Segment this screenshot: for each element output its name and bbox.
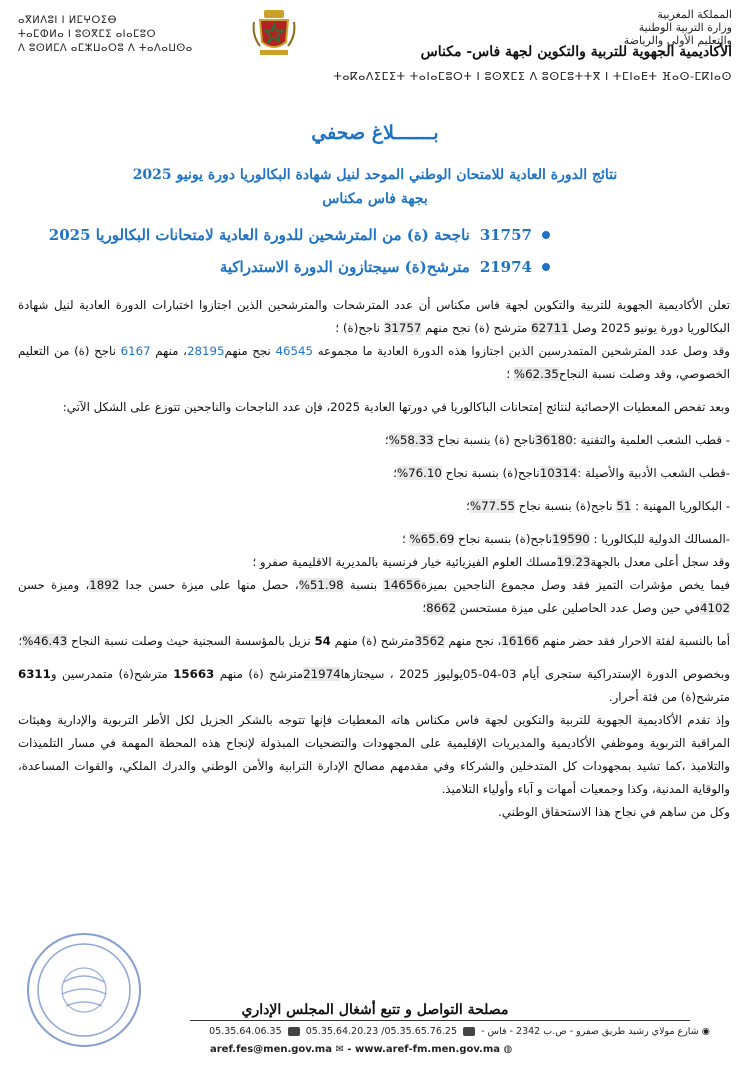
stream-item: [18, 429, 730, 452]
text: وقد وصل عدد المترشحين المتمدرسين الذين اجتازوا هذه الدورة العادية ما مجموعه: [313, 344, 730, 358]
highlight-number: 21974: [479, 258, 532, 276]
free-pass-rate: 46.43%: [22, 634, 68, 648]
text: ؛: [422, 601, 427, 615]
text: نزيل بالمؤسسة السجنية حيث وصلت نسبة النجاح: [67, 634, 315, 648]
text: ؛: [384, 433, 389, 447]
highlight-item: [48, 226, 550, 244]
passed-total: 31757: [383, 321, 422, 335]
tifinagh-line-1: ⴰⴳⵍⴷⵓⵏ ⵏ ⵍⵎⵖⵔⵉⴱ: [18, 15, 117, 26]
text: بنسبة: [343, 578, 384, 592]
stream-rate: 65.69%: [409, 532, 455, 546]
separator: -: [347, 1044, 355, 1055]
schooled-passed: 28195: [186, 344, 225, 358]
stream-item: [18, 528, 730, 551]
stream-count: 36180: [535, 433, 573, 447]
text: ناجح (ة) بنسبة نجاح: [433, 433, 536, 447]
text: -المسالك الدولية للبكالوريا :: [589, 532, 730, 546]
text: ؛: [18, 634, 23, 648]
address-text: شارع مولاي رشيد طريق صفرو - ص.ب 2342 - فاس -: [481, 1026, 699, 1037]
honors-total: 14656: [383, 578, 421, 592]
highlight-number: 31757: [479, 226, 532, 244]
subtitle-line-2: بجهة فاس مكناس: [322, 191, 428, 207]
text: نجح منهم: [224, 344, 276, 358]
stream-count: 10314: [539, 466, 578, 480]
stream-count: 51: [616, 499, 632, 513]
stream-rate: 77.55%: [469, 499, 515, 513]
footer-title: مصلحة التواصل و تتبع أشغال المجلس الإداري: [241, 1002, 509, 1018]
globe-icon: ◍: [503, 1044, 513, 1055]
text: مسلك العلوم الفيزيائية خيار فرنسية بالمديرية الاقليمية صفرو ؛: [252, 555, 557, 569]
text: ، وميزة حسن: [18, 578, 90, 592]
catchup-schooled: 15663: [173, 667, 215, 681]
stream-item: [18, 462, 730, 485]
text: ناجح(ة) بنسبة نجاح: [514, 499, 617, 513]
text: مترشح(ة) من فئة أحرار.: [608, 690, 730, 704]
text: فيما يخص مؤشرات التميز فقد وصل مجموع الناجحين بميزة: [420, 578, 731, 592]
bullet-icon: [542, 263, 550, 271]
footer-divider: [190, 1020, 690, 1021]
stream-count: 19590: [552, 532, 590, 546]
paragraph-thanks: وإذ تقدم الأكاديمية الجهوية للتربية والتكوين لجهة فاس مكناس هاته المعطيات فإنها تتوجه بالشكر الجزيل لكل الأطر التربوية والإدارية وهيئات المراقبة التربوية وموظفي الأكاديمية والمديريات الإقليمية على المجهودات والتضحيات المبذولة لإنجاح هذه المحطة المهمة في مسار التلميذات والتلاميذ ،كما تشيد بمجهودات كل المتدخلين والشركاء وفي مقدمهم مصالح الإدارة الترابية والأمن الوطني والدرك الملكي، والقوات المساعدة، والوقاية المدنية، وكذا وجمعيات أمهات و آباء وأولياء التلاميذ.: [18, 713, 730, 796]
text: ؛: [466, 499, 470, 513]
text: ؛: [401, 532, 410, 546]
fax-number: 05.35.64.06.35: [209, 1026, 282, 1037]
catchup-total: 21974: [303, 667, 341, 681]
schooled-total: 46545: [275, 344, 314, 358]
text: - البكالوريا المهنية :: [631, 499, 730, 513]
free-attended: 16166: [501, 634, 539, 648]
email-icon: ✉: [335, 1044, 348, 1055]
text: مترشح (ة) منهم: [330, 634, 415, 648]
highlights-list: [48, 226, 550, 290]
paragraph-overall: [18, 294, 730, 340]
fair-count: 8662: [426, 601, 457, 615]
paragraph-closing: وكل من ساهم في نجاح هذا الاستحقاق الوطني.: [498, 805, 730, 819]
text: مترشح(ة) متمدرسين و: [50, 667, 174, 681]
text: ، نجح منهم: [444, 634, 502, 648]
ministry-label-2: والتعليم الأولي والرياضة: [623, 34, 732, 47]
highlight-item: [190, 258, 550, 276]
press-release-body: [18, 294, 730, 824]
paragraph-free-candidates: [18, 630, 730, 653]
candidates-total: 62711: [531, 321, 569, 335]
location-icon: ◉: [701, 1026, 710, 1037]
website-link[interactable]: www.aref-fm.men.gov.ma: [354, 1044, 501, 1055]
phone-numbers: 05.35.65.76.25/ 05.35.64.20.23: [305, 1026, 458, 1037]
highlight-text: مترشح(ة) سيجتازون الدورة الاستدراكية: [219, 258, 470, 276]
tifinagh-line-3: ⴷ ⵓⵙⵍⵎⴷ ⴰⵎⵣⵡⴰⵔⵓ ⴷ ⵜⴰⴷⴰⵡⵙⴰ: [18, 43, 193, 54]
tifinagh-line-2: ⵜⴰⵎⵀⵍⴰ ⵏ ⵓⵙⴳⵎⵉ ⴰⵏⴰⵎⵓⵔ: [18, 29, 156, 40]
text: وقد سجل أعلى معدل بالجهة: [590, 555, 730, 569]
academy-name-tifinagh: ⵜⴰⴽⴰⴷⵉⵎⵉⵜ ⵜⴰⵏⴰⵎⵓⵔⵜ ⵏ ⵓⵙⴳⵎⵉ ⴷ ⵓⵙⵎⵓⵜⵜⴳ ⵏ ⵜⵎⵏⴰⴹⵜ ⴼⴰⵙ-ⵎⴽⵏⴰⵙ: [333, 70, 732, 83]
free-passed: 3562: [414, 634, 445, 648]
catchup-free: 6311: [18, 667, 51, 681]
royal-emblem-icon: [250, 6, 298, 60]
footer-contacts: [210, 1044, 512, 1055]
paragraph-schooled: [18, 340, 730, 386]
pass-rate: 62.35%: [513, 367, 559, 381]
text: ، حصل منها على ميزة حسن جدا: [119, 578, 299, 592]
bullet-icon: [542, 231, 550, 239]
very-good-count: 1892: [89, 578, 120, 592]
press-release-title: بـــــــلاغ صحفي: [311, 122, 439, 144]
paragraph-honors: [18, 574, 730, 620]
text: ناجح (ة) من التعليم الخصوصي، وقد وصلت نسبة النجاح: [18, 344, 730, 381]
text: أما بالنسبة لفئة الاحرار فقد حضر منهم: [538, 634, 730, 648]
fax-icon: [288, 1027, 300, 1036]
ministry-label: وزارة التربية الوطنية: [638, 21, 732, 34]
subtitle-line-1: نتائج الدورة العادية للامتحان الوطني الموحد لنيل شهادة البكالوريا دورة يونيو 2025: [132, 167, 618, 183]
text: ناجح(ة) ؛: [335, 321, 384, 335]
press-release-subtitle: [0, 163, 750, 211]
text: وبخصوص الدورة الإستدراكية ستجرى أيام 03-04-05يوليوز 2025 ، سيجتازها: [340, 667, 731, 681]
prison-passed: 54: [314, 634, 331, 648]
kingdom-label: المملكة المغربية: [657, 8, 732, 21]
official-stamp-icon: [24, 930, 144, 1050]
text: مترشح (ة) نجح منهم: [421, 321, 532, 335]
good-count: 4102: [699, 601, 730, 615]
honors-rate: 51.98%: [298, 578, 344, 592]
text: تعلن الأكاديمية الجهوية للتربية والتكوين لجهة فاس مكناس أن عدد المترشحات والمترشحين الذين اجتازوا اختبارات الدورة العادية لنيل شهادة البكالوريا دورة يونيو 2025 وصل: [18, 298, 730, 335]
text: في حين وصل عدد الحاصلين على ميزة مستحسن: [456, 601, 700, 615]
text: ، منهم: [150, 344, 187, 358]
highlight-text: ناجحة (ة) من المترشحين للدورة العادية لامتحانات البكالوريا 2025: [48, 226, 470, 244]
academy-name-ar: الأكاديمية الجهوية للتربية والتكوين لجهة فاس- مكناس: [420, 44, 732, 60]
top-score: 19.23: [556, 555, 591, 569]
text: ؛: [506, 367, 514, 381]
text: ناجح(ة) بنسبة نجاح: [441, 466, 540, 480]
ministry-header-tifinagh: [18, 14, 218, 56]
text: مترشح (ة) منهم: [214, 667, 304, 681]
ministry-header-ar: [412, 8, 732, 47]
private-passed: 6167: [120, 344, 151, 358]
text: -قطب الشعب الأدبية والأصيلة :: [577, 466, 730, 480]
paragraph-catchup: [18, 663, 730, 709]
stream-rate: 76.10%: [396, 466, 442, 480]
phone-icon: [463, 1027, 475, 1036]
text: - قطب الشعب العلمية والتقنية :: [572, 433, 730, 447]
stream-rate: 58.33%: [388, 433, 434, 447]
footer-address: [209, 1026, 710, 1037]
paragraph-distribution: وبعد تفحص المعطيات الإحصائية لنتائج إمتحانات الباكالوريا في دورتها العادية 2025، فإن عدد الناجحات والناجحين تتوزع على الشكل الآتي:: [62, 400, 730, 414]
text: ناجح(ة) بنسبة نجاح: [454, 532, 553, 546]
stream-item: [18, 495, 730, 518]
paragraph-top-score: [18, 551, 730, 574]
text: ؛: [393, 466, 397, 480]
email-link[interactable]: aref.fes@men.gov.ma: [210, 1044, 332, 1055]
